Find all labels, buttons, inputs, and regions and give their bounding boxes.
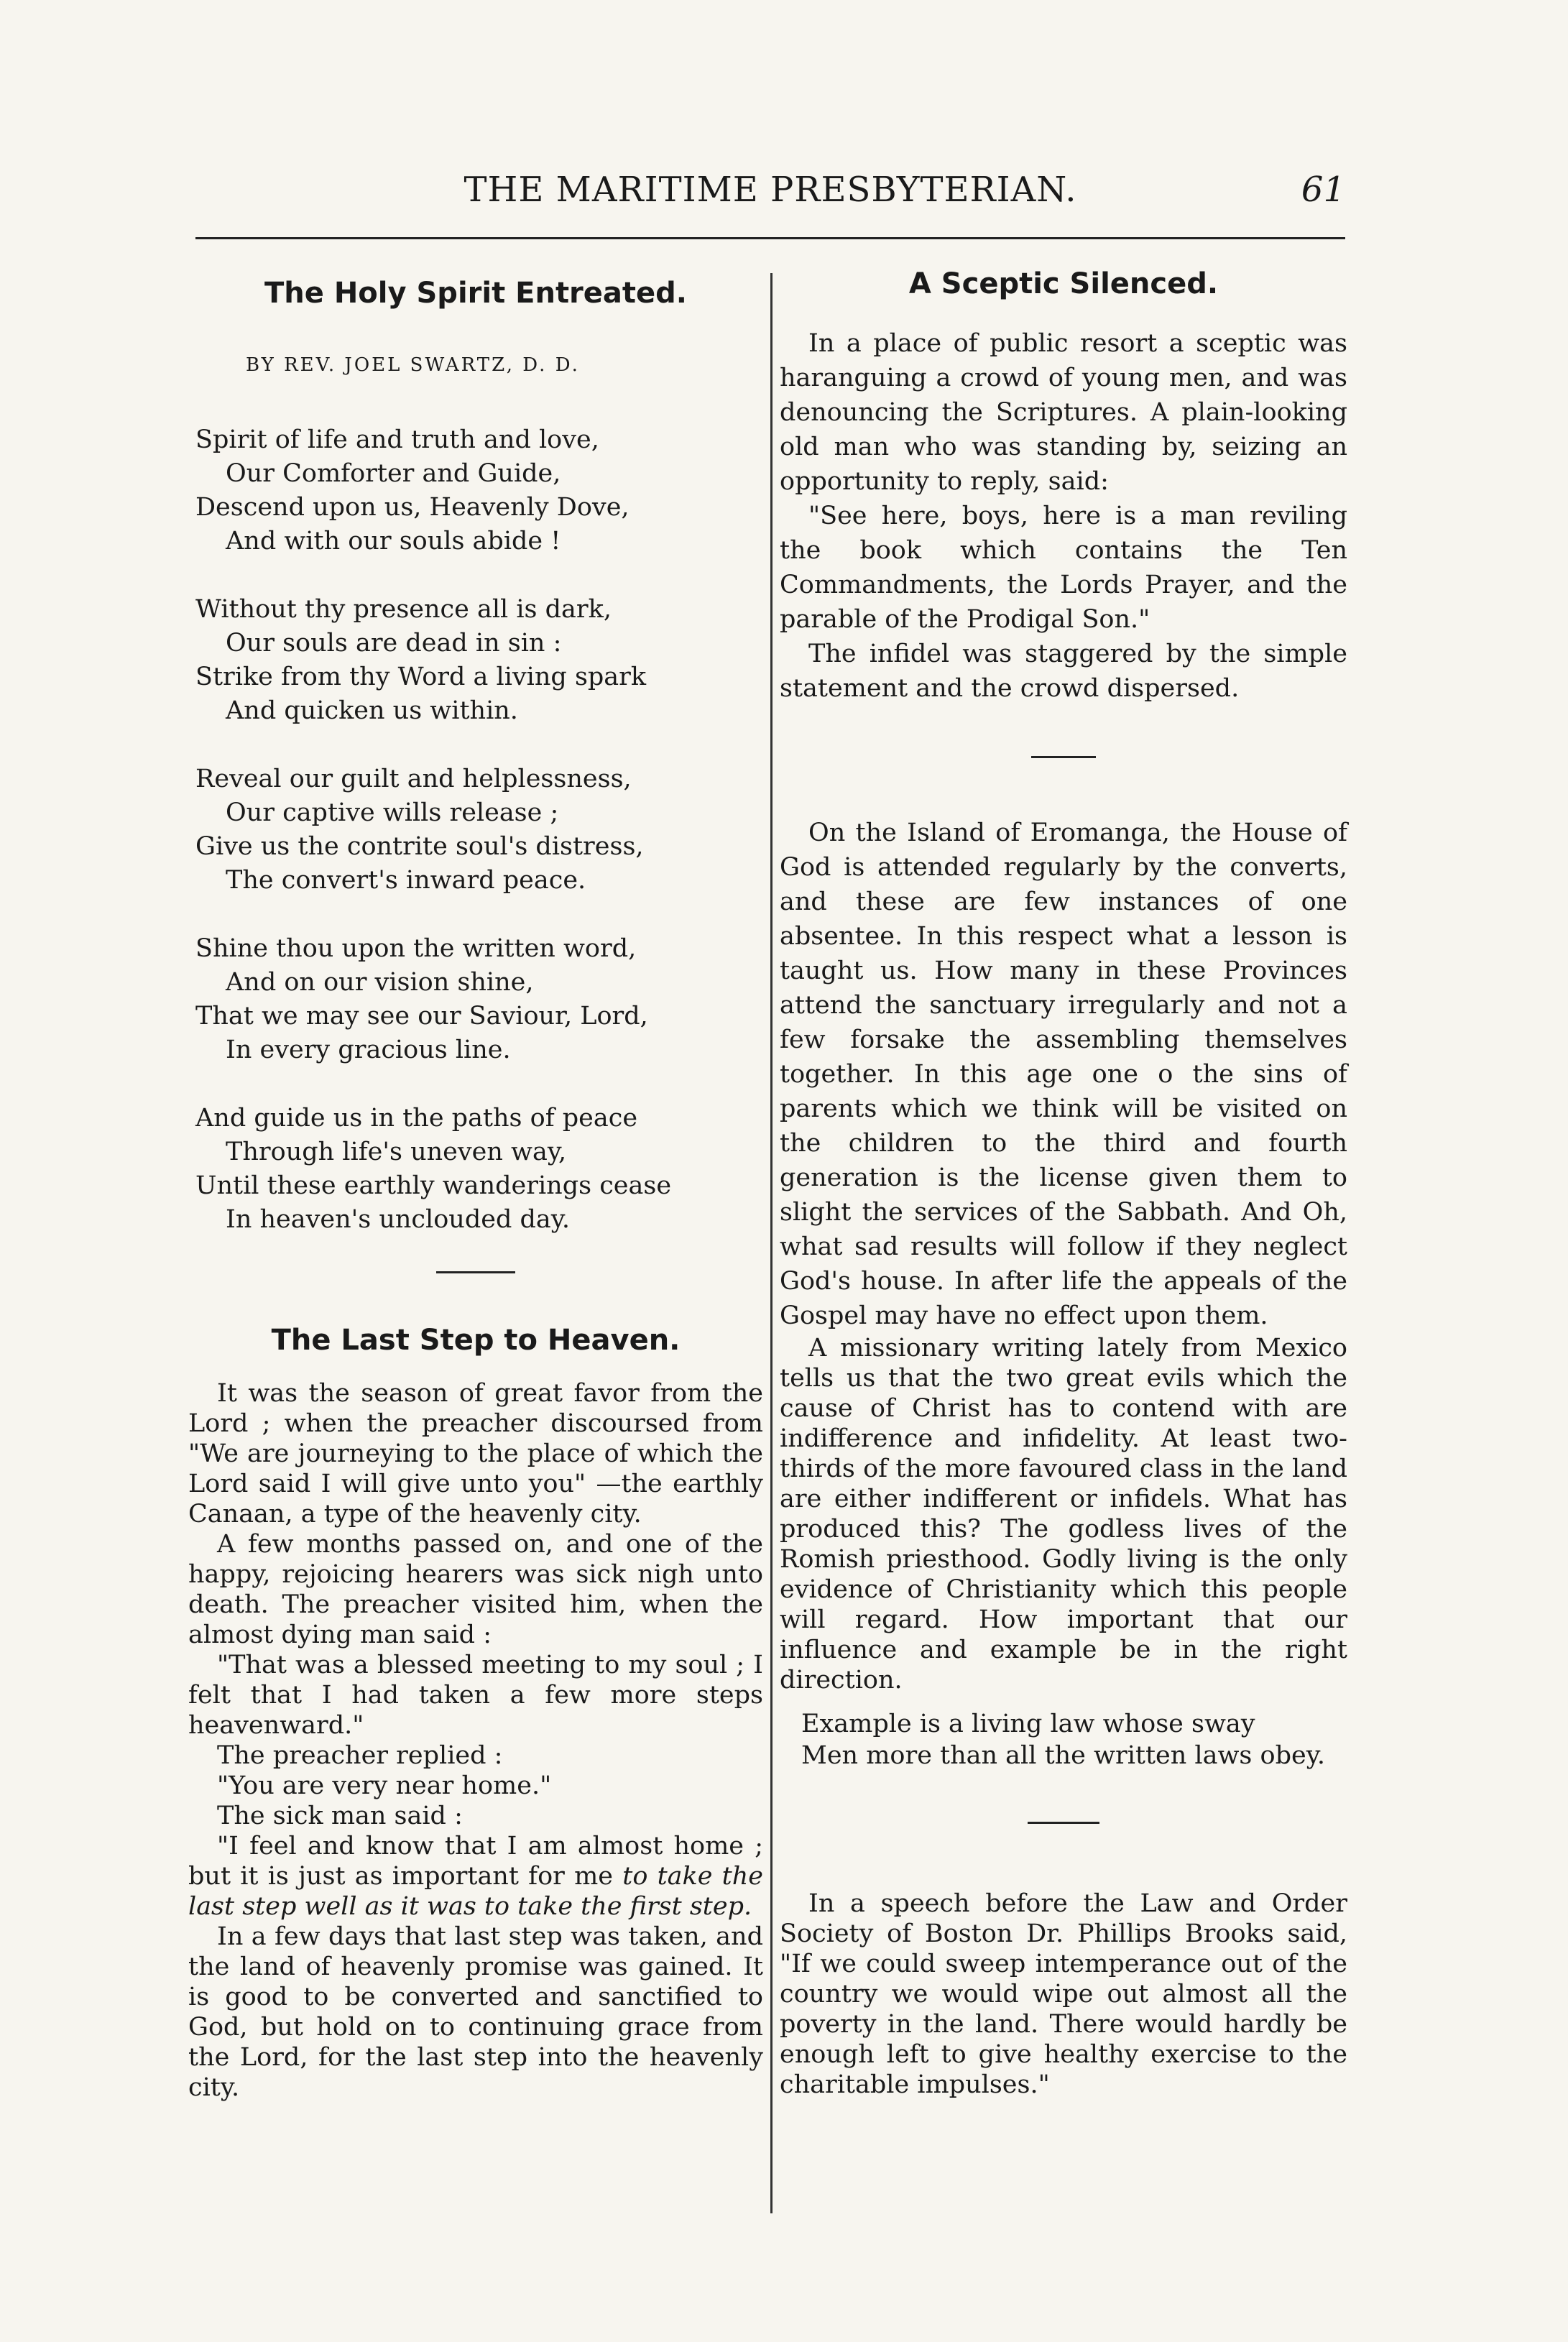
poem (188, 423, 763, 1237)
article-paragraph: "That was a blessed meeting to my soul ; I felt that I had taken a few more steps heavenward." (188, 1651, 763, 1740)
poem-stanza (195, 593, 763, 728)
poem-stanza (195, 423, 763, 558)
poem-line: In every gracious line. (226, 1036, 511, 1064)
article-paragraph (188, 1831, 763, 1922)
section-separator (1031, 756, 1096, 758)
section-separator (1028, 1822, 1099, 1824)
article-title: The Last Step to Heaven. (271, 1324, 681, 1357)
poem-line: In heaven's unclouded day. (226, 1205, 571, 1234)
left-column (188, 259, 763, 2103)
poem-line: Until these earthly wanderings cease (195, 1171, 672, 1200)
article-paragraph: In a speech before the Law and Order Society of Boston Dr. Phillips Brooks said, "If we could sweep intemperance out of the country we would wipe out almost all the poverty in the land. There would hardly be enough left to give healthy exercise to the charitable impulses." (780, 1889, 1347, 2099)
page-header (195, 170, 1345, 220)
article-italic-text: to take the last step well as it was to take the first step. (188, 1862, 764, 1921)
poem-title: The Holy Spirit Entreated. (264, 277, 687, 310)
couplet-line: Men more than all the written laws obey. (801, 1741, 1325, 1770)
section-separator (436, 1271, 515, 1273)
article-paragraph: On the Island of Eromanga, the House of God is attended regularly by the converts, and these are few instances of one absentee. In this respect what a lesson is taught us. How many in these Provinces attend the sanctuary irregularly and not a few forsake the assembling themselves together. In this age one o the sins of parents which we think will be visited on the children to the third and fourth generation is the license given them to slight the services of the Sabbath. And Oh, what sad results will follow if they neglect God's house. In after life the appeals of the Gospel may have no effect upon them. (780, 819, 1347, 1330)
article-paragraph: "See here, boys, here is a man reviling the book which contains the Ten Commandments, the Lords Prayer, and the parable of the Prodigal Son." (780, 502, 1347, 634)
poem-line: Our souls are dead in sin : (226, 629, 562, 658)
header-rule (195, 237, 1345, 239)
page-number: 61 (1301, 170, 1345, 210)
poem-line: Strike from thy Word a living spark (195, 663, 647, 691)
article-text: "I feel and know that I am almost home ; but it is just as important for me (188, 1832, 763, 1891)
article-paragraph: "You are very near home." (217, 1771, 552, 1800)
article-paragraph: In a few days that last step was taken, and the land of heavenly promise was gained. It is good to be converted and sanctified to God, but hold on to continuing grace from the Lord, for the last step into the heavenly city. (188, 1922, 763, 2102)
article-title: A Sceptic Silenced. (908, 267, 1219, 300)
poem-line: And guide us in the paths of peace (195, 1104, 638, 1133)
poem-line: That we may see our Saviour, Lord, (195, 1002, 648, 1031)
poem-line: And quicken us within. (226, 696, 518, 725)
article-paragraph: A few months passed on, and one of the happy, rejoicing hearers was sick nigh unto death. The preacher visited him, when the almost dying man said : (188, 1530, 763, 1649)
article-paragraph: In a place of public resort a sceptic was haranguing a crowd of young men, and was denouncing the Scriptures. A plain-looking old man who was standing by, seizing an opportunity to reply, said: (780, 329, 1347, 496)
poem-line: Our captive wills release ; (226, 798, 559, 827)
poem-line: Spirit of life and truth and love, (195, 425, 599, 454)
poem-stanza (195, 1102, 763, 1237)
couplet (801, 1708, 1347, 1771)
poem-line: Our Comforter and Guide, (226, 459, 561, 488)
poem-line: The convert's inward peace. (226, 866, 586, 895)
column-divider (770, 273, 773, 2213)
poem-line: Give us the contrite soul's distress, (195, 832, 644, 861)
poem-line: Descend upon us, Heavenly Dove, (195, 493, 629, 522)
poem-line: Through life's uneven way, (226, 1138, 567, 1166)
poem-stanza (195, 762, 763, 898)
article-paragraph: It was the season of great favor from the Lord ; when the preacher discoursed from "We are journeying to the place of which the Lord said I will give unto you" —the earthly Canaan, a type of the heavenly city. (188, 1379, 763, 1529)
couplet-line: Example is a living law whose sway (801, 1710, 1255, 1738)
poem-line: And on our vision shine, (226, 968, 534, 997)
poem-line: Without thy presence all is dark, (195, 595, 612, 624)
poem-line: And with our souls abide ! (226, 527, 561, 555)
poem-stanza (195, 932, 763, 1067)
right-column (780, 259, 1347, 2100)
article-paragraph: The sick man said : (217, 1802, 463, 1830)
poem-line: Reveal our guilt and helplessness, (195, 765, 632, 793)
article-paragraph: The infidel was staggered by the simple statement and the crowd dispersed. (780, 640, 1347, 703)
article-paragraph: The preacher replied : (217, 1741, 503, 1770)
poem-byline: BY REV. JOEL SWARTZ, D. D. (246, 354, 580, 376)
article-paragraph: A missionary writing lately from Mexico tells us that the two great evils which the cause of Christ has to contend with are indifference and infidelity. At least two-thirds of the more favoured class in the land are either indifferent or infidels. What has produced this? The godless lives of the Romish priesthood. Godly living is the only evidence of Christianity which this people will regard. How important that our influence and example be in the right direction. (780, 1334, 1347, 1695)
poem-line: Shine thou upon the written word, (195, 934, 637, 963)
running-title: THE MARITIME PRESBYTERIAN. (464, 170, 1077, 210)
